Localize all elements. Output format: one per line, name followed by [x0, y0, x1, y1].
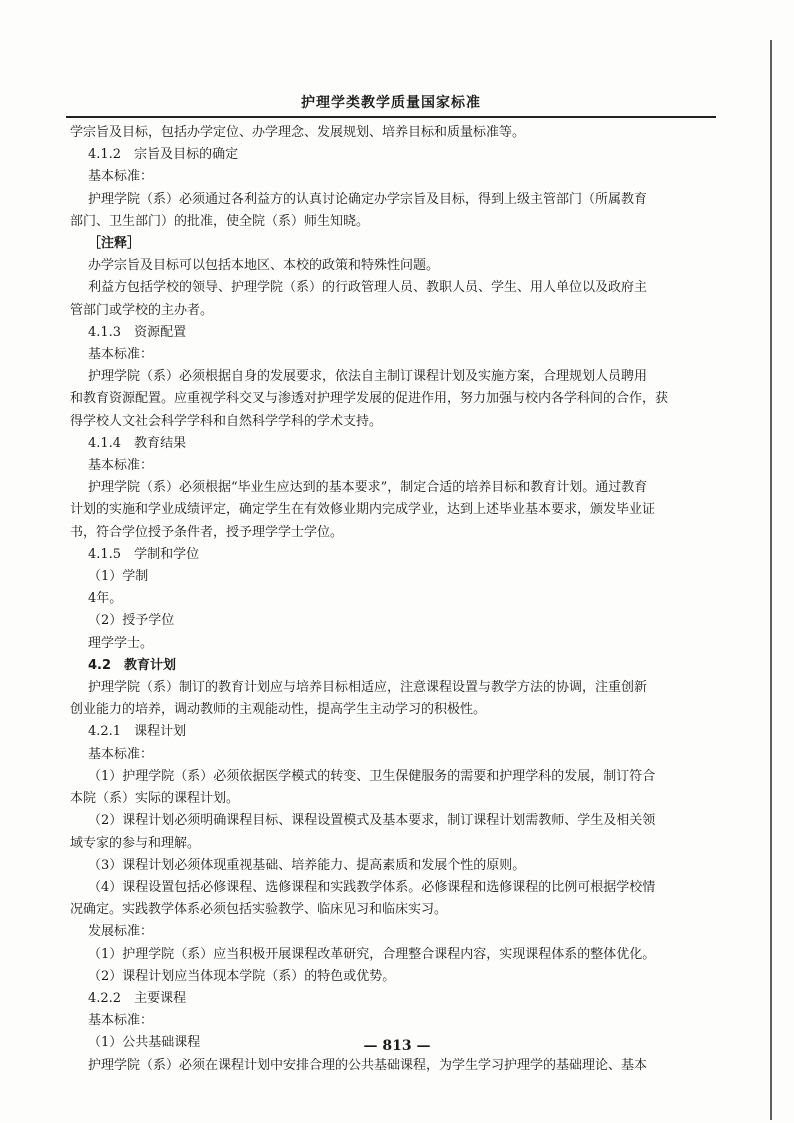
text-line: （1）公共基础课程	[88, 1035, 201, 1051]
header-rule	[66, 116, 716, 118]
text-line: 书，符合学位授予条件者，授予理学学士学位。	[70, 524, 344, 540]
text-line: 基本标准：	[88, 458, 154, 474]
running-header	[66, 86, 716, 116]
text-line: 发展标准：	[88, 924, 154, 940]
text-line: 4.2.2 主要课程	[88, 990, 187, 1006]
text-line: （2）授予学位	[88, 613, 175, 629]
text-line: 4.1.5 学制和学位	[88, 546, 200, 562]
text-line: 基本标准：	[88, 746, 154, 762]
text-line: （2）课程计划应当体现本学院（系）的特色或优势。	[88, 968, 396, 984]
page-number: — 813 —	[363, 1038, 431, 1054]
text-line: （4）课程设置包括必修课程、选修课程和实践教学体系。必修课程和选修课程的比例可根据学校情	[88, 879, 656, 895]
running-header-title: 护理学类教学质量国家标准	[301, 95, 481, 111]
text-line: 域专家的参与和理解。	[70, 835, 201, 851]
text-line: 理学学士。	[88, 635, 154, 651]
text-line: 办学宗旨及目标可以包括本地区、本校的政策和特殊性问题。	[88, 258, 440, 274]
text-line: 得学校人文社会科学学科和自然科学学科的学术支持。	[70, 413, 383, 429]
text-line: 4.2 教育计划	[88, 657, 177, 673]
text-line: 利益方包括学校的领导、护理学院（系）的行政管理人员、教职人员、学生、用人单位以及政府主	[88, 280, 648, 296]
text-line: 基本标准：	[88, 347, 154, 363]
text-line: 护理学院（系）必须在课程计划中安排合理的公共基础课程，为学生学习护理学的基础理论、基本	[88, 1057, 648, 1073]
text-line: 学宗旨及目标，包括办学定位、办学理念、发展规划、培养目标和质量标准等。	[70, 125, 526, 140]
text-line: 护理学院（系）必须根据“毕业生应达到的基本要求”，制定合适的培养目标和教育计划。通过教育	[88, 480, 648, 496]
text-line: 4.1.4 教育结果	[88, 435, 187, 451]
scan-edge-line	[770, 40, 772, 1120]
text-line: 部门、卫生部门）的批准，使全院（系）师生知晓。	[70, 213, 370, 229]
text-line: （3）课程计划必须体现重视基础、培养能力、提高素质和发展个性的原则。	[88, 857, 526, 873]
text-line: 4年。	[88, 591, 123, 607]
text-line: 4.2.1 课程计划	[88, 724, 187, 740]
text-line: ［注释］	[88, 236, 141, 252]
text-line: 本院（系）实际的课程计划。	[70, 791, 240, 807]
text-line: 护理学院（系）必须根据自身的发展要求，依法自主制订课程计划及实施方案，合理规划人员聘用	[88, 369, 648, 385]
text-line: （1）学制	[88, 569, 149, 585]
text-line: 和教育资源配置。应重视学科交叉与渗透对护理学发展的促进作用，努力加强与校内各学科间的合作，获	[70, 391, 669, 407]
text-line: 管部门或学校的主办者。	[70, 302, 214, 318]
text-line: 4.1.2 宗旨及目标的确定	[88, 147, 239, 163]
text-line: 创业能力的培养，调动教师的主观能动性，提高学生主动学习的积极性。	[70, 702, 487, 718]
text-line: 基本标准：	[88, 169, 154, 185]
text-line: 基本标准：	[88, 1013, 154, 1029]
body-text	[70, 122, 712, 1077]
text-line: 护理学院（系）制订的教育计划应与培养目标相适应，注意课程设置与教学方法的协调，注重创新	[88, 680, 648, 696]
text-line: 护理学院（系）必须通过各利益方的认真讨论确定办学宗旨及目标，得到上级主管部门（所属教育	[88, 191, 648, 207]
text-line: （1）护理学院（系）必须依据医学模式的转变、卫生保健服务的需要和护理学科的发展，制订符合	[88, 768, 656, 784]
text-line: 4.1.3 资源配置	[88, 324, 187, 340]
text-line: （2）课程计划必须明确课程目标、课程设置模式及基本要求，制订课程计划需教师、学生及相关领	[88, 813, 656, 829]
text-line: （1）护理学院（系）应当积极开展课程改革研究，合理整合课程内容，实现课程体系的整体优化。	[88, 946, 656, 962]
text-line: 况确定。实践教学体系必须包括实验教学、临床见习和临床实习。	[70, 902, 448, 918]
text-line: 计划的实施和学业成绩评定，确定学生在有效修业期内完成学业，达到上述毕业基本要求，颁发毕业证	[70, 502, 656, 518]
